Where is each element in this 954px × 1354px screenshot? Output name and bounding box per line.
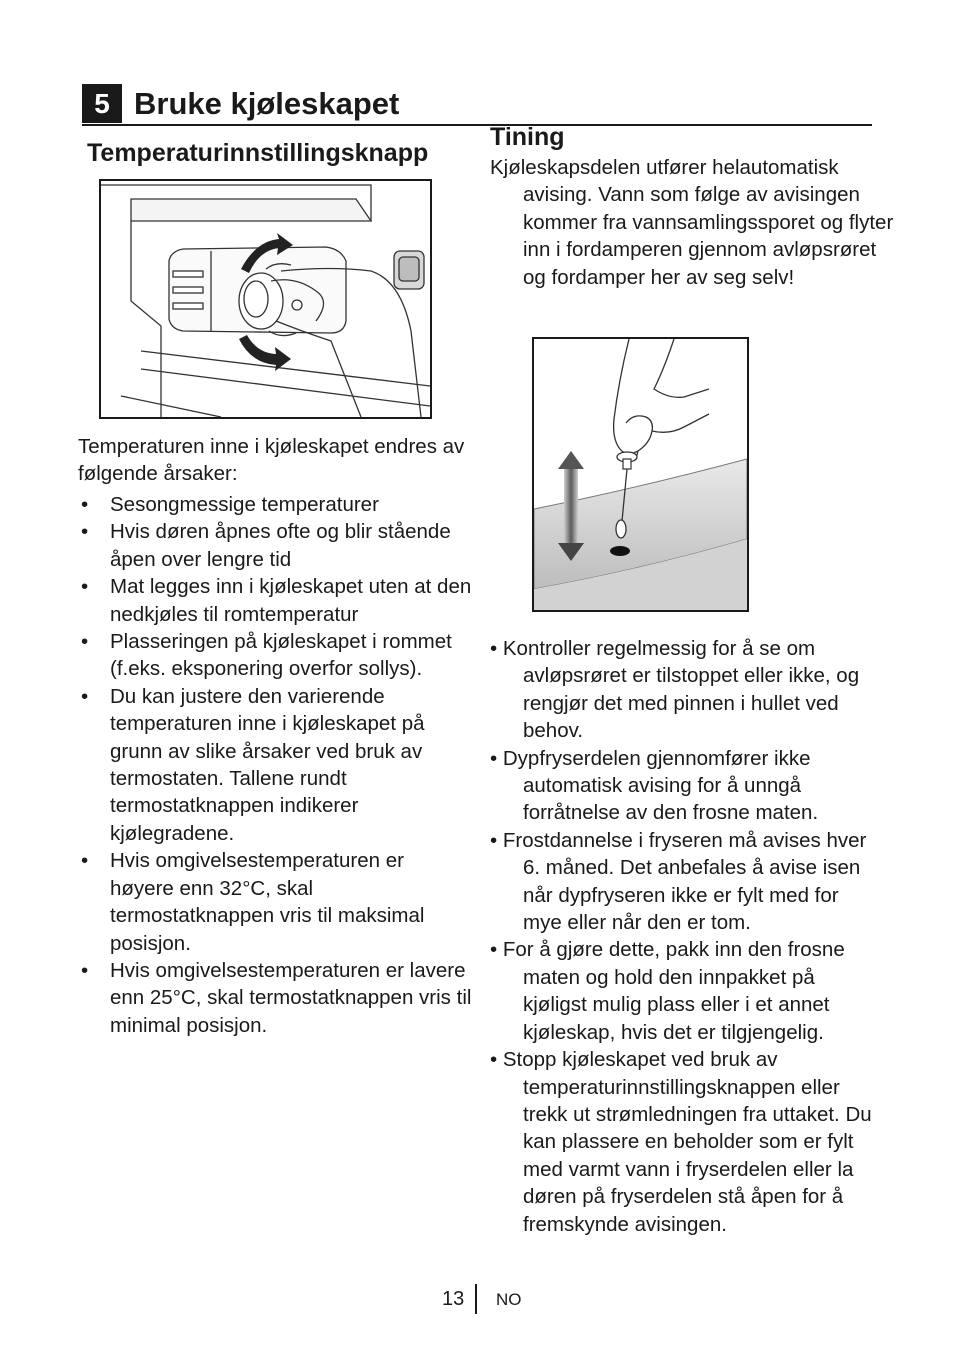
list-item: • Frostdannelse i fryseren må avises hver 6. måned. Det anbefales å avise isen når dypfryseren ikke er fylt med for mye eller når den er tom. bbox=[490, 828, 867, 935]
list-item: • Sesongmessige temperaturer bbox=[78, 491, 473, 518]
language-code: NO bbox=[496, 1290, 522, 1309]
list-item: • Hvis omgivelsestemperaturen er høyere enn 32°C, skal termostatknappen vris til maksimal posisjon. bbox=[78, 847, 473, 957]
section-number: 5 bbox=[82, 84, 122, 123]
temperature-intro: Temperaturen inne i kjøleskapet endres av følgende årsaker: bbox=[78, 435, 465, 486]
hand-turning-knob-icon bbox=[101, 181, 430, 417]
list-item: • Du kan justere den varierende temperaturen inne i kjøleskapet på grunn av slike årsaker ved bruk av termostaten. Tallene rundt termostatknappen indikerer kjølegradene. bbox=[78, 683, 473, 847]
section-title: Bruke kjøleskapet bbox=[134, 86, 400, 121]
defrost-heading: Tining bbox=[490, 123, 565, 151]
list-item: • Mat legges inn i kjøleskapet uten at den nedkjøles til romtemperatur bbox=[78, 573, 473, 628]
right-column bbox=[490, 122, 875, 152]
drain-cleaning-pin-icon bbox=[534, 339, 747, 610]
list-item: • Hvis døren åpnes ofte og blir stående åpen over lengre tid bbox=[78, 518, 473, 573]
drain-pin-illustration bbox=[532, 337, 749, 612]
page-number: 13 bbox=[442, 1288, 465, 1310]
list-item: • Dypfryserdelen gjennomfører ikke automatisk avising for å unngå forråtnelse av den frosne maten. bbox=[490, 746, 819, 825]
defrost-intro: Kjøleskapsdelen utfører helautomatisk avising. Vann som følge av avisingen kommer fra vannsamlingssporet og flyter inn i fordamperen gjennom avløpsrøret og fordamper her av seg selv! bbox=[490, 156, 894, 289]
list-item: • Plasseringen på kjøleskapet i rommet (f.eks. eksponering overfor sollys). bbox=[78, 628, 473, 683]
thermostat-knob-illustration bbox=[99, 179, 432, 419]
list-item: • Kontroller regelmessig for å se om avløpsrøret er tilstoppet eller ikke, og rengjør det med pinnen i hullet ved behov. bbox=[490, 637, 860, 743]
section-header bbox=[82, 84, 872, 126]
list-item: • Hvis omgivelsestemperaturen er lavere enn 25°C, skal termostatknappen vris til minimal posisjon. bbox=[78, 957, 473, 1039]
footer-divider bbox=[475, 1284, 477, 1314]
temperature-causes-list bbox=[78, 491, 473, 1039]
defrost-tips-list bbox=[490, 635, 875, 1238]
thermostat-heading: Temperaturinnstillingsknapp bbox=[87, 139, 429, 167]
list-item: • For å gjøre dette, pakk inn den frosne maten og hold den innpakket på kjøligst mulig plass eller i et annet kjøleskap, hvis det er tilgjengelig. bbox=[490, 938, 845, 1044]
list-item: • Stopp kjøleskapet ved bruk av temperaturinnstillingsknappen eller trekk ut strømledningen fra uttaket. Du kan plassere en beholder som er fylt med varmt vann i fryserdelen eller la døren på fryserdelen stå åpen for å fremskynde avisingen. bbox=[490, 1048, 872, 1236]
left-column bbox=[78, 130, 473, 168]
